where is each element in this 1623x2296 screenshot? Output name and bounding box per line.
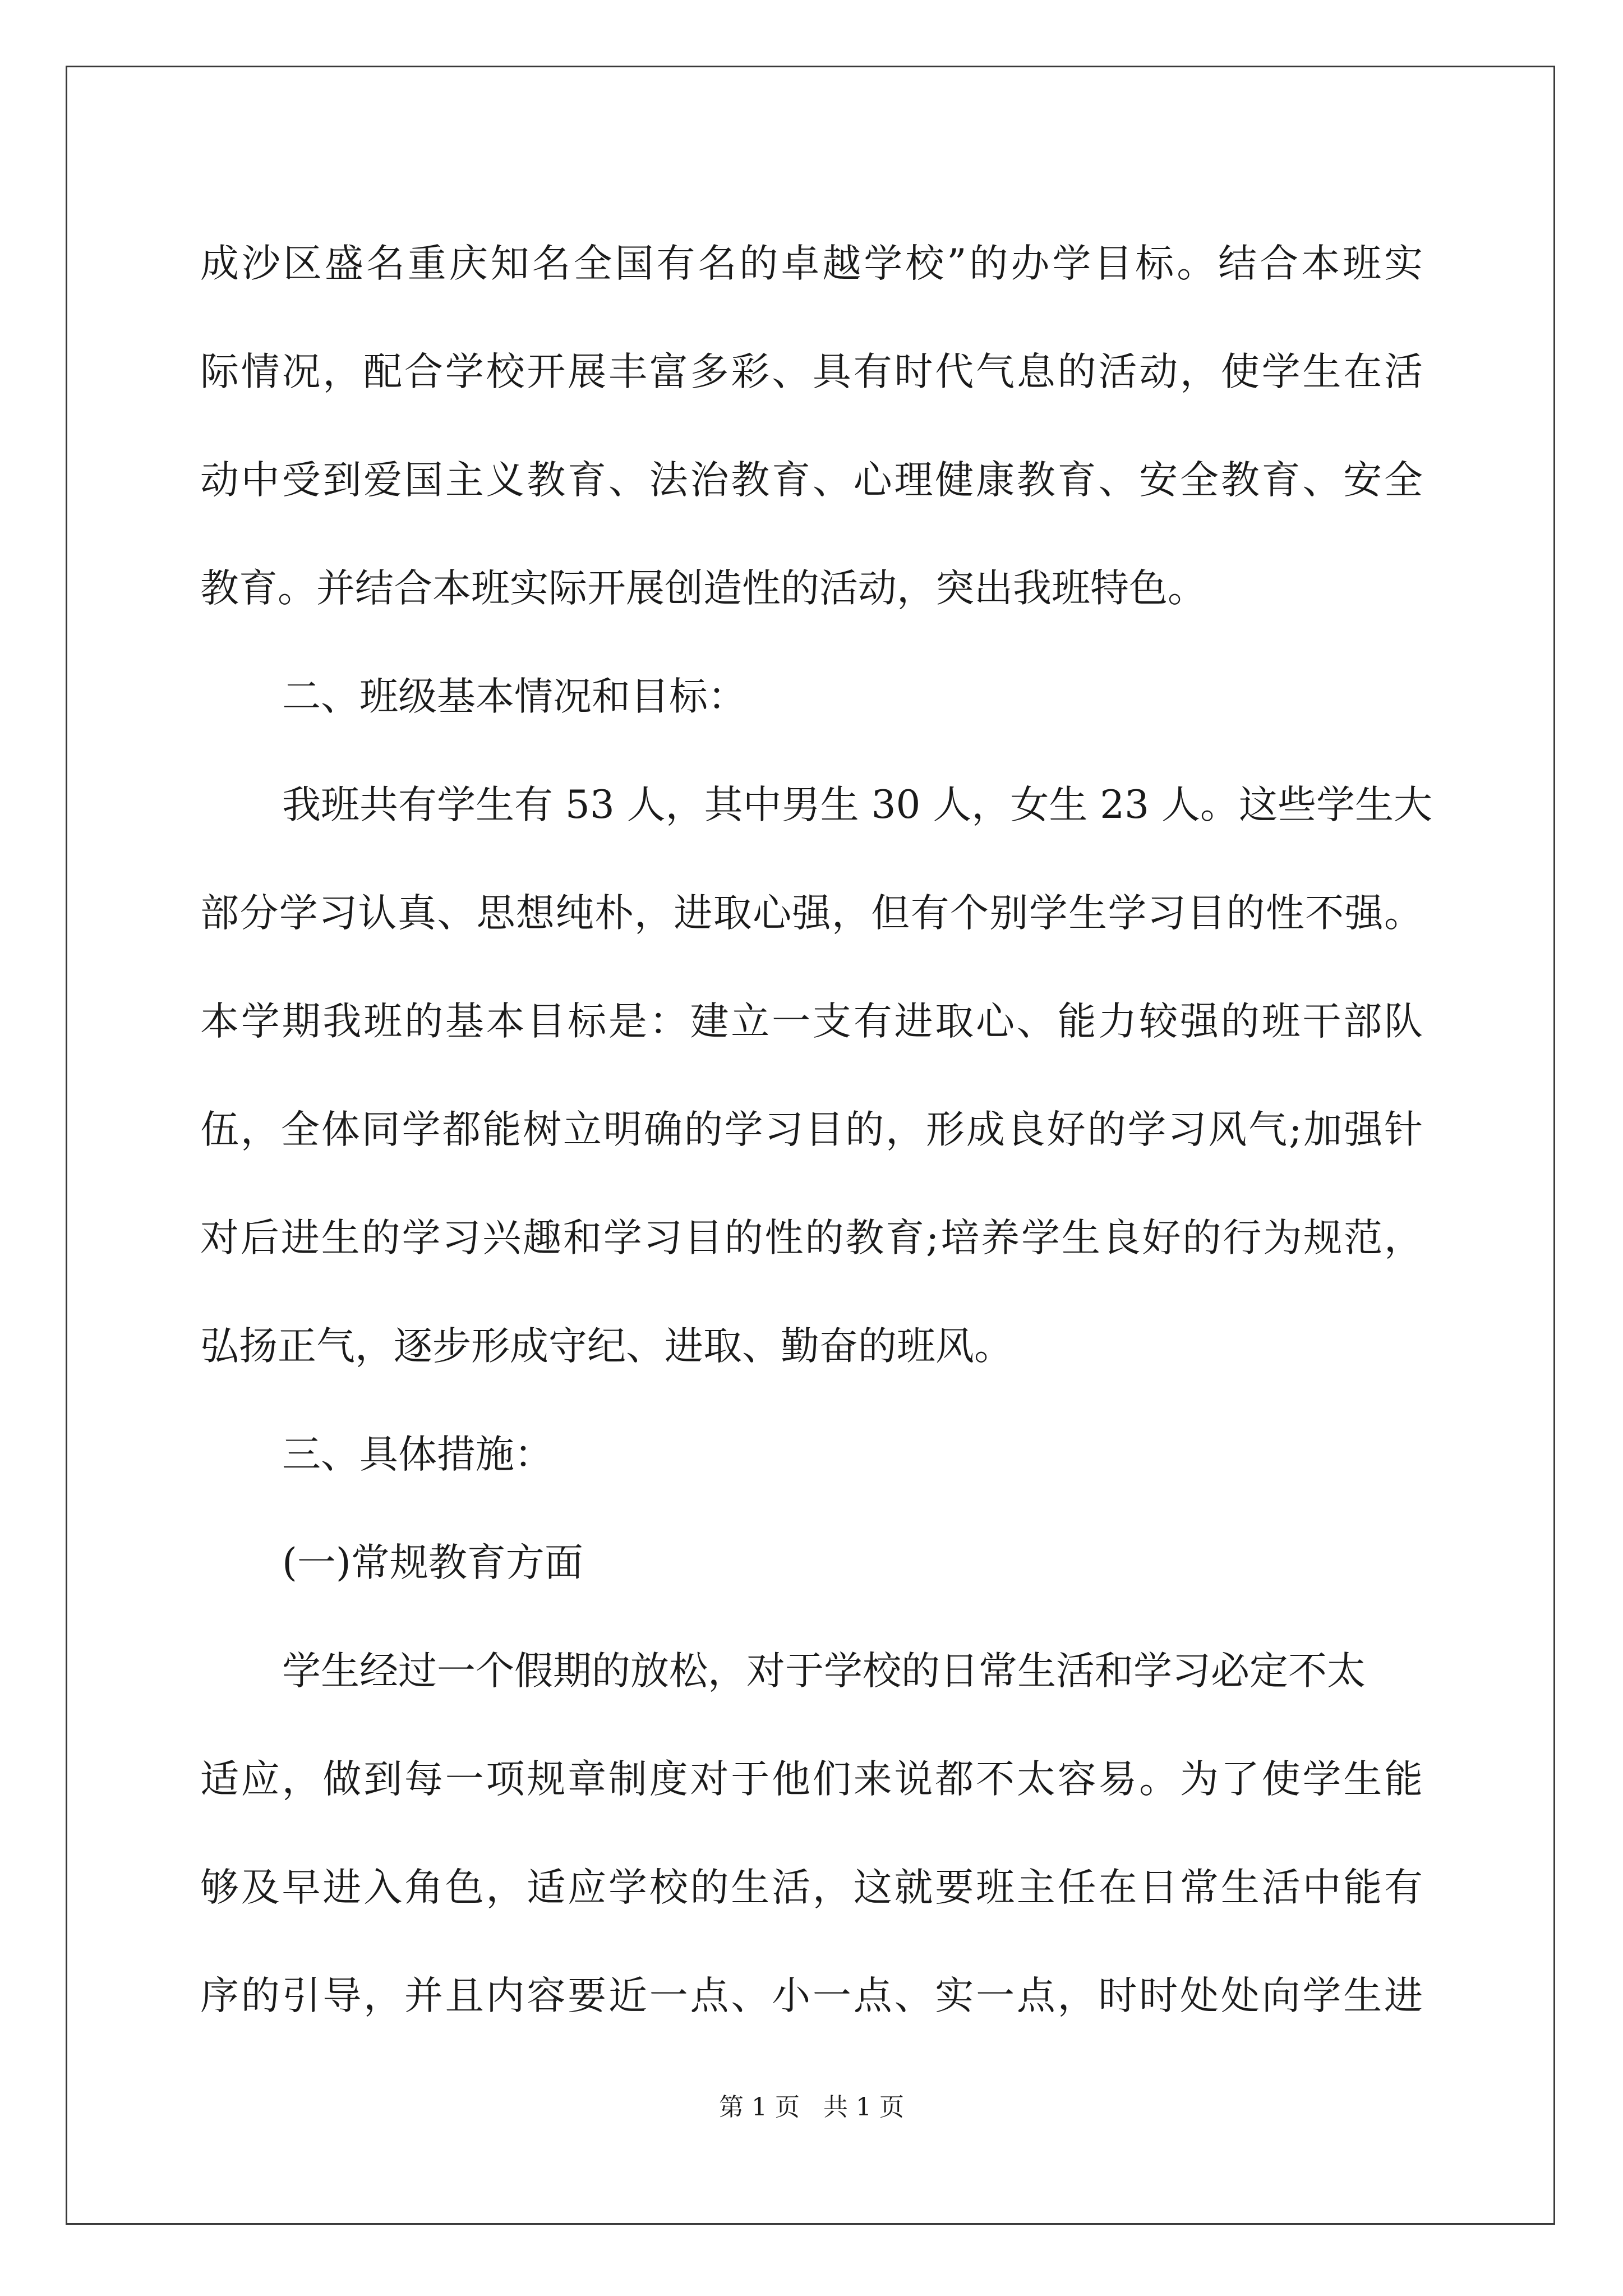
document-body	[200, 210, 1434, 2050]
text-line: 动中受到爱国主义教育、法治教育、心理健康教育、安全教育、安全	[200, 458, 1423, 503]
text-line: 本学期我班的基本目标是：建立一支有进取心、能力较强的班干部队	[200, 999, 1423, 1044]
text-line: 二、班级基本情况和目标：	[282, 674, 746, 719]
text-line: 部分学习认真、思想纯朴，进取心强，但有个别学生学习目的性不强。	[200, 891, 1423, 936]
text-line: 学生经过一个假期的放松，对于学校的日常生活和学习必定不太	[282, 1649, 1366, 1694]
text-line: 我班共有学生有 53 人，其中男生 30 人，女生 23 人。这些学生大	[282, 783, 1432, 827]
text-line: 教育。并结合本班实际开展创造性的活动，突出我班特色。	[200, 566, 1206, 611]
text-line: 成沙区盛名重庆知名全国有名的卓越学校”的办学目标。结合本班实	[200, 241, 1423, 286]
text-line: 弘扬正气，逐步形成守纪、进取、勤奋的班风。	[200, 1324, 1013, 1369]
text-line: 对后进生的学习兴趣和学习目的性的教育;培养学生良好的行为规范，	[200, 1216, 1423, 1260]
text-line: 够及早进入角色，适应学校的生活，这就要班主任在日常生活中能有	[200, 1865, 1423, 1910]
text-line: 序的引导，并且内容要近一点、小一点、实一点，时时处处向学生进	[200, 1973, 1423, 2018]
page-footer: 第 1 页 共 1 页	[719, 2093, 904, 2122]
text-line: 伍，全体同学都能树立明确的学习目的，形成良好的学习风气;加强针	[200, 1107, 1423, 1152]
text-line: (一)常规教育方面	[282, 1540, 583, 1585]
text-line: 三、具体措施：	[282, 1432, 553, 1477]
text-line: 适应，做到每一项规章制度对于他们来说都不太容易。为了使学生能	[200, 1757, 1423, 1802]
text-line: 际情况，配合学校开展丰富多彩、具有时代气息的活动，使学生在活	[200, 349, 1423, 394]
